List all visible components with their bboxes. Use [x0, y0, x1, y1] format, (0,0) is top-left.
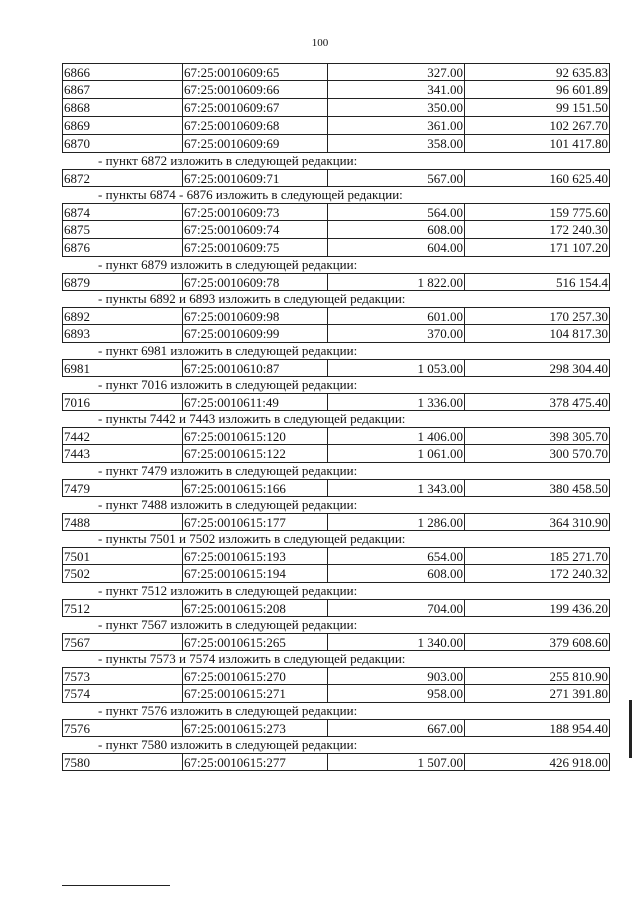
table-row [62, 359, 610, 377]
value-cell: 398 305.70 [465, 428, 610, 444]
page-number: 100 [311, 37, 329, 49]
value-cell: 96 601.89 [465, 81, 610, 98]
cadastral-number-cell: 67:25:0010615:120 [183, 428, 328, 444]
value-cell: 185 271.70 [465, 548, 610, 564]
amendment-heading: - пункты 6874 - 6876 изложить в следующей редакции: [98, 187, 403, 202]
table-row [62, 685, 610, 703]
cadastral-number-cell: 67:25:0010615:193 [183, 548, 328, 564]
value-cell: 300 570.70 [465, 445, 610, 462]
cadastral-number-cell: 67:25:0010609:69 [183, 135, 328, 152]
cadastral-number-cell: 67:25:0010609:68 [183, 117, 328, 134]
area-cell: 1 406.00 [328, 428, 465, 444]
table-row [62, 753, 610, 771]
cadastral-number-cell: 67:25:0010609:66 [183, 81, 328, 98]
item-number-cell: 7488 [62, 514, 183, 530]
value-cell: 92 635.83 [465, 64, 610, 80]
item-number-cell: 6866 [62, 64, 183, 80]
amendment-heading: - пункт 7580 изложить в следующей редакции: [98, 737, 358, 752]
table-row [62, 307, 610, 325]
item-number-cell: 6879 [62, 274, 183, 290]
table-row [62, 203, 610, 221]
table-row [62, 427, 610, 445]
table-row [62, 479, 610, 497]
value-cell: 378 475.40 [465, 394, 610, 410]
item-number-cell: 7576 [62, 720, 183, 736]
value-cell: 102 267.70 [465, 117, 610, 134]
area-cell: 958.00 [328, 685, 465, 702]
item-number-cell: 7580 [62, 754, 183, 770]
item-number-cell: 6981 [62, 360, 183, 376]
cadastral-number-cell: 67:25:0010615:194 [183, 565, 328, 582]
cadastral-number-cell: 67:25:0010615:277 [183, 754, 328, 770]
value-cell: 99 151.50 [465, 99, 610, 116]
cadastral-number-cell: 67:25:0010615:166 [183, 480, 328, 496]
amendment-heading: - пункт 7488 изложить в следующей редакции: [98, 497, 358, 512]
item-number-cell: 7479 [62, 480, 183, 496]
item-number-cell: 7016 [62, 394, 183, 410]
area-cell: 608.00 [328, 221, 465, 238]
table-row [62, 667, 610, 685]
item-number-cell: 7502 [62, 565, 183, 582]
value-cell: 172 240.30 [465, 221, 610, 238]
cadastral-number-cell: 67:25:0010611:49 [183, 394, 328, 410]
item-number-cell: 6875 [62, 221, 183, 238]
table-row [62, 63, 610, 81]
area-cell: 604.00 [328, 239, 465, 256]
item-number-cell: 7567 [62, 634, 183, 650]
value-cell: 271 391.80 [465, 685, 610, 702]
cadastral-number-cell: 67:25:0010609:67 [183, 99, 328, 116]
item-number-cell: 6892 [62, 308, 183, 324]
cadastral-number-cell: 67:25:0010609:98 [183, 308, 328, 324]
area-cell: 704.00 [328, 600, 465, 616]
area-cell: 1 061.00 [328, 445, 465, 462]
value-cell: 255 810.90 [465, 668, 610, 684]
area-cell: 1 507.00 [328, 754, 465, 770]
table-row [62, 239, 610, 257]
area-cell: 608.00 [328, 565, 465, 582]
cadastral-number-cell: 67:25:0010615:177 [183, 514, 328, 530]
value-cell: 516 154.4 [465, 274, 610, 290]
amendment-heading: - пункт 6872 изложить в следующей редакции: [98, 153, 358, 168]
table-row [62, 719, 610, 737]
area-cell: 667.00 [328, 720, 465, 736]
value-cell: 104 817.30 [465, 325, 610, 342]
value-cell: 188 954.40 [465, 720, 610, 736]
area-cell: 1 340.00 [328, 634, 465, 650]
table-row [62, 81, 610, 99]
value-cell: 298 304.40 [465, 360, 610, 376]
amendment-heading: - пункты 6892 и 6893 изложить в следующей редакции: [98, 291, 406, 306]
table-row [62, 445, 610, 463]
area-cell: 1 286.00 [328, 514, 465, 530]
area-cell: 564.00 [328, 204, 465, 220]
area-cell: 601.00 [328, 308, 465, 324]
area-cell: 350.00 [328, 99, 465, 116]
area-cell: 654.00 [328, 548, 465, 564]
cadastral-number-cell: 67:25:0010609:71 [183, 170, 328, 186]
item-number-cell: 6872 [62, 170, 183, 186]
item-number-cell: 7442 [62, 428, 183, 444]
cadastral-number-cell: 67:25:0010609:75 [183, 239, 328, 256]
table-row [62, 513, 610, 531]
cadastral-number-cell: 67:25:0010610:87 [183, 360, 328, 376]
area-cell: 567.00 [328, 170, 465, 186]
area-cell: 327.00 [328, 64, 465, 80]
amendment-heading: - пункты 7442 и 7443 изложить в следующей редакции: [98, 411, 406, 426]
area-cell: 1 822.00 [328, 274, 465, 290]
amendment-heading: - пункт 6879 изложить в следующей редакции: [98, 257, 358, 272]
item-number-cell: 7512 [62, 600, 183, 616]
table-row [62, 633, 610, 651]
margin-mark [629, 700, 632, 758]
cadastral-number-cell: 67:25:0010609:99 [183, 325, 328, 342]
area-cell: 361.00 [328, 117, 465, 134]
item-number-cell: 6868 [62, 99, 183, 116]
footnote-divider [62, 885, 170, 886]
area-cell: 370.00 [328, 325, 465, 342]
value-cell: 380 458.50 [465, 480, 610, 496]
table-row [62, 135, 610, 153]
value-cell: 160 625.40 [465, 170, 610, 186]
area-cell: 341.00 [328, 81, 465, 98]
value-cell: 199 436.20 [465, 600, 610, 616]
item-number-cell: 6893 [62, 325, 183, 342]
item-number-cell: 6869 [62, 117, 183, 134]
table-row [62, 273, 610, 291]
value-cell: 172 240.32 [465, 565, 610, 582]
cadastral-number-cell: 67:25:0010615:265 [183, 634, 328, 650]
amendment-heading: - пункт 7512 изложить в следующей редакции: [98, 583, 358, 598]
item-number-cell: 7573 [62, 668, 183, 684]
value-cell: 379 608.60 [465, 634, 610, 650]
area-cell: 1 053.00 [328, 360, 465, 376]
area-cell: 1 343.00 [328, 480, 465, 496]
table-row [62, 99, 610, 117]
table-row [62, 169, 610, 187]
item-number-cell: 6874 [62, 204, 183, 220]
table-row [62, 599, 610, 617]
amendment-heading: - пункт 7567 изложить в следующей редакции: [98, 617, 358, 632]
amendment-heading: - пункт 7576 изложить в следующей редакции: [98, 703, 358, 718]
item-number-cell: 7501 [62, 548, 183, 564]
value-cell: 426 918.00 [465, 754, 610, 770]
item-number-cell: 7443 [62, 445, 183, 462]
table-row [62, 325, 610, 343]
value-cell: 171 107.20 [465, 239, 610, 256]
area-cell: 903.00 [328, 668, 465, 684]
cadastral-number-cell: 67:25:0010615:122 [183, 445, 328, 462]
item-number-cell: 6870 [62, 135, 183, 152]
table-row [62, 393, 610, 411]
cadastral-number-cell: 67:25:0010609:65 [183, 64, 328, 80]
amendment-heading: - пункт 7479 изложить в следующей редакции: [98, 463, 358, 478]
value-cell: 159 775.60 [465, 204, 610, 220]
table-row [62, 221, 610, 239]
amendment-heading: - пункт 6981 изложить в следующей редакции: [98, 343, 358, 358]
cadastral-number-cell: 67:25:0010615:270 [183, 668, 328, 684]
table-row [62, 117, 610, 135]
value-cell: 170 257.30 [465, 308, 610, 324]
table-row [62, 547, 610, 565]
cadastral-number-cell: 67:25:0010609:73 [183, 204, 328, 220]
table-row [62, 565, 610, 583]
area-cell: 1 336.00 [328, 394, 465, 410]
cadastral-number-cell: 67:25:0010615:273 [183, 720, 328, 736]
item-number-cell: 6876 [62, 239, 183, 256]
item-number-cell: 6867 [62, 81, 183, 98]
amendment-heading: - пункты 7501 и 7502 изложить в следующей редакции: [98, 531, 406, 546]
amendment-table [62, 63, 610, 771]
cadastral-number-cell: 67:25:0010609:78 [183, 274, 328, 290]
value-cell: 101 417.80 [465, 135, 610, 152]
item-number-cell: 7574 [62, 685, 183, 702]
area-cell: 358.00 [328, 135, 465, 152]
amendment-heading: - пункты 7573 и 7574 изложить в следующей редакции: [98, 651, 406, 666]
amendment-heading: - пункт 7016 изложить в следующей редакции: [98, 377, 358, 392]
cadastral-number-cell: 67:25:0010615:208 [183, 600, 328, 616]
cadastral-number-cell: 67:25:0010609:74 [183, 221, 328, 238]
value-cell: 364 310.90 [465, 514, 610, 530]
cadastral-number-cell: 67:25:0010615:271 [183, 685, 328, 702]
